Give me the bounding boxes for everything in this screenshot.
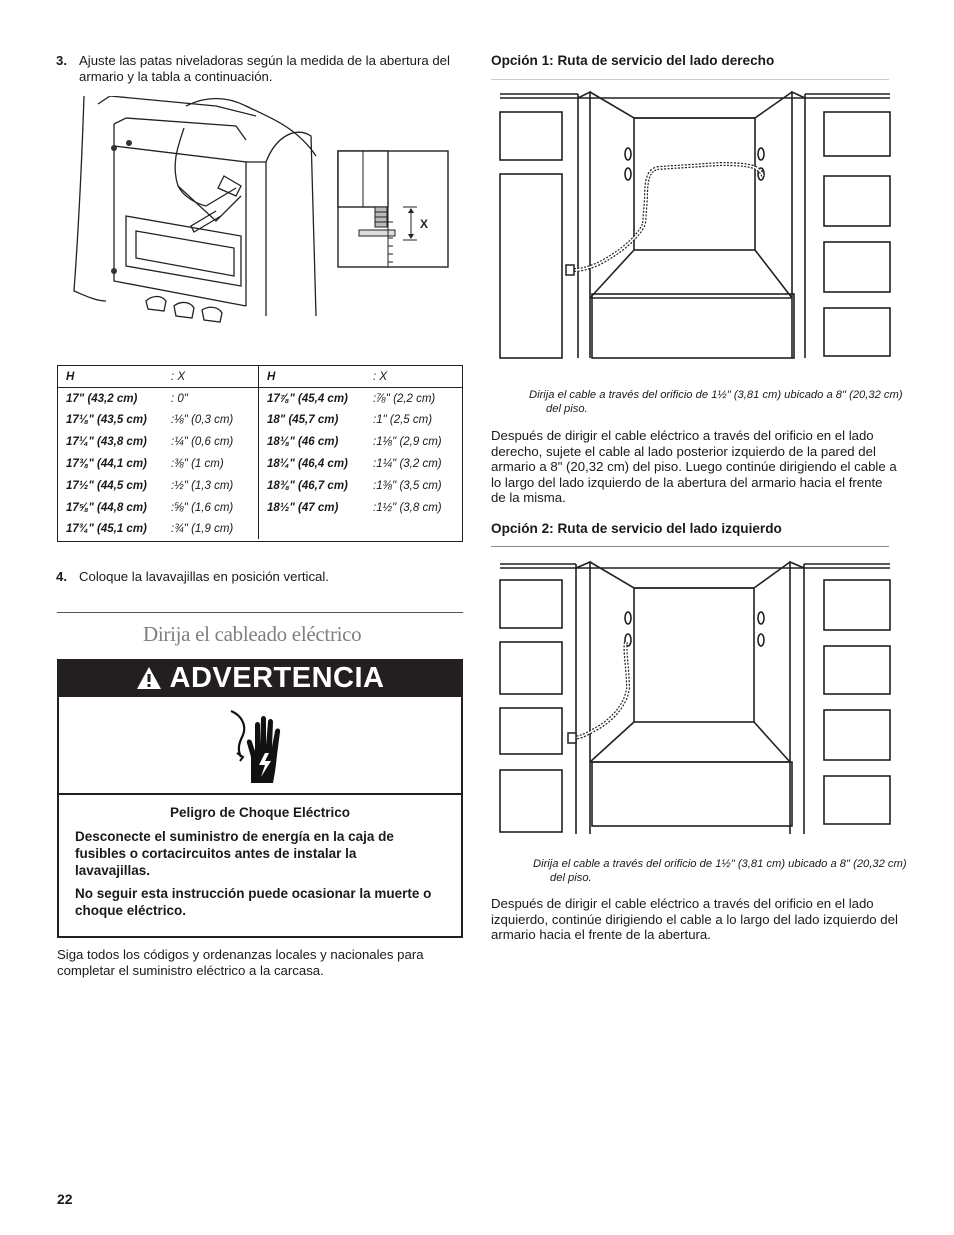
step-4: [56, 569, 466, 585]
step-3-number: 3.: [56, 53, 67, 68]
table-row: 17" (43,2 cm) : 0" 17⅞" (45,4 cm) :⅞" (2,2 cm): [66, 392, 436, 405]
option-1-title: Opción 1: Ruta de servicio del lado derecho: [491, 53, 775, 68]
leveling-table: [57, 365, 463, 542]
warning-triangle-icon: [136, 666, 162, 690]
step-4-text: Coloque la lavavajillas en posición vertical.: [79, 569, 329, 584]
warning-line-1: Desconecte el suministro de energía en la caja de fusibles o cortacircuitos antes de instalar la lavavajillas.: [75, 829, 394, 878]
dishwasher-leveling-illustration: [66, 96, 321, 336]
table-row: 17½" (44,5 cm) :½" (1,3 cm) 18⅜" (46,7 cm) :1⅜" (3,5 cm): [66, 479, 442, 492]
table-row: 17⅜" (44,1 cm) :⅜" (1 cm) 18¼" (46,4 cm) :1¼" (3,2 cm): [66, 458, 442, 471]
cabinet-diagram-right-route: [498, 88, 892, 360]
option-2-caption: Dirija el cable a través del orificio de 1½" (3,81 cm) ubicado a 8" (20,32 cm) del piso.: [533, 858, 907, 884]
option-1-rule: [491, 79, 889, 80]
warning-box: [57, 659, 463, 936]
section-title: Dirija el cableado eléctrico: [143, 622, 362, 646]
warning-subtitle: Peligro de Choque Eléctrico: [169, 805, 351, 820]
closing-paragraph: Siga todos los códigos y ordenanzas locales y nacionales para completar el suministro eléctrico a la carcasa.: [57, 947, 424, 978]
page-number: 22: [57, 1191, 73, 1207]
x-label: X: [420, 217, 429, 231]
option-2-rule: [491, 546, 889, 547]
option-1-caption: Dirija el cable a través del orificio de 1½" (3,81 cm) ubicado a 8" (20,32 cm) del piso.: [529, 389, 903, 415]
table-row: 17¼" (43,8 cm) :¼" (0,6 cm) 18⅛" (46 cm) :1⅛" (2,9 cm): [66, 436, 442, 449]
warning-text-panel: [57, 793, 463, 938]
step-3: [56, 53, 466, 84]
warning-icon-panel: [57, 697, 463, 795]
section-divider: [57, 612, 463, 613]
step-3-text: Ajuste las patas niveladoras según la medida de la abertura del armario y la tabla a continuación.: [79, 53, 450, 84]
option-2-title: Opción 2: Ruta de servicio del lado izquierdo: [491, 521, 782, 536]
warning-header: [57, 659, 463, 697]
cabinet-diagram-left-route: [498, 558, 892, 836]
warning-title: ADVERTENCIA: [169, 661, 385, 694]
leveling-leg-detail: [337, 150, 449, 270]
table-row: 17⅝" (44,8 cm) :⅝" (1,6 cm) 18½" (47 cm) :1½" (3,8 cm): [66, 501, 442, 514]
table-row: 17¾" (45,1 cm) :¾" (1,9 cm): [66, 523, 234, 536]
warning-line-2: No seguir esta instrucción puede ocasionar la muerte o choque eléctrico.: [75, 886, 432, 918]
option-2-body: Después de dirigir el cable eléctrico a través del orificio en el lado izquierdo, continúe dirigiendo el cable a lo largo del lado izquierdo del armario hacia el frente de la abertura.: [491, 896, 898, 943]
option-1-body: Después de dirigir el cable eléctrico a través del orificio en el lado derecho, sujete el cable al lado posterior izquierdo de la pared del armario a 8" (20,32 cm) del piso. Luego continúe dirigiendo el cable a lo largo del lado izquierdo de la abertura del armario hacia el frente de la misma.: [491, 428, 897, 506]
step-4-number: 4.: [56, 569, 67, 584]
electric-shock-hand-icon: [227, 707, 295, 785]
table-header-row: H : X H : X: [66, 370, 388, 383]
table-row: 17⅛" (43,5 cm) :⅛" (0,3 cm) 18" (45,7 cm) :1" (2,5 cm): [66, 414, 433, 427]
